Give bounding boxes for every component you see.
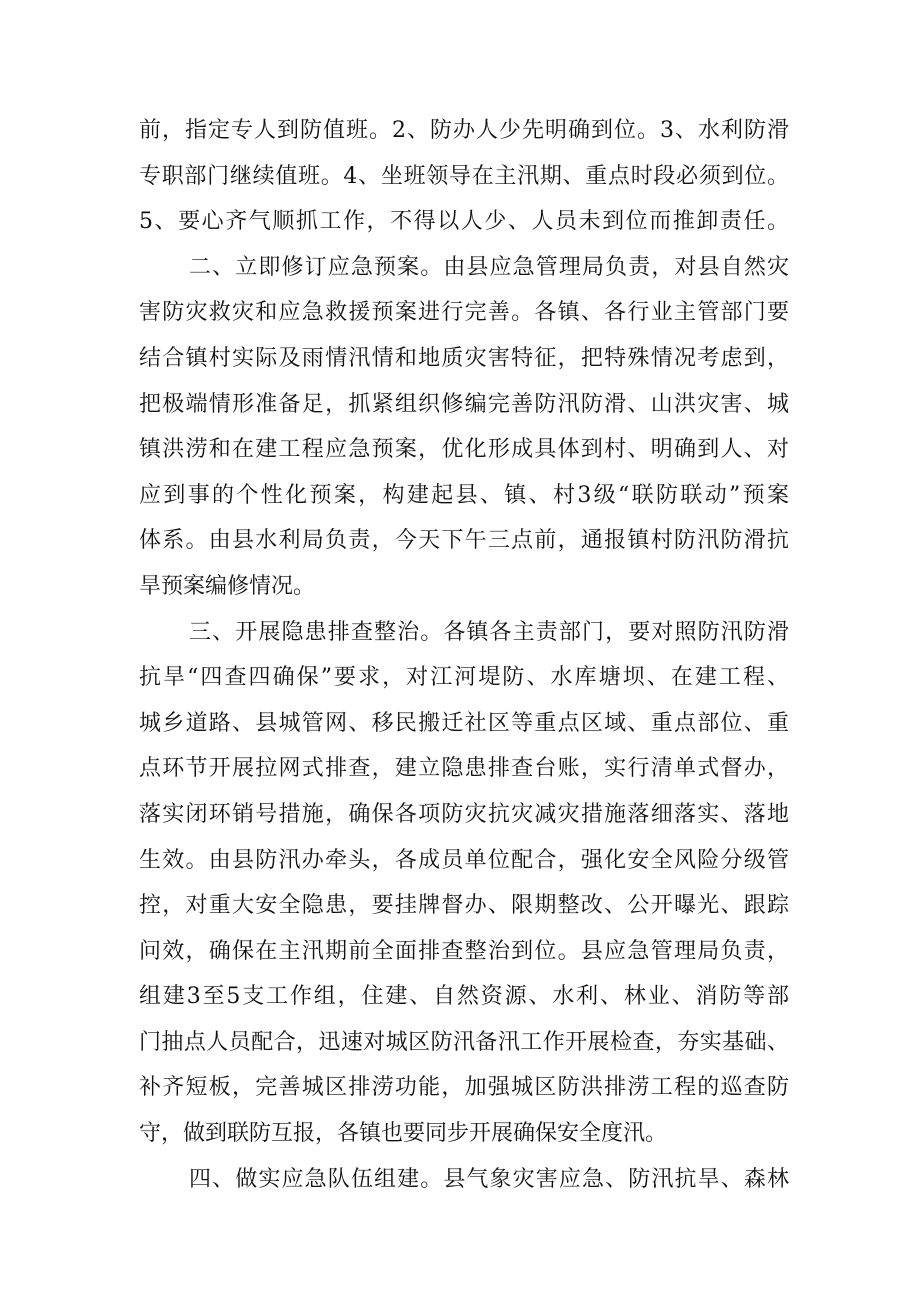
text-line: 城乡道路、县城管网、移民搬迁社区等重点区域、重点部位、重: [139, 710, 789, 736]
text-line: 守，做到联防互报，各镇也要同步开展确保安全度汛。: [139, 1121, 668, 1147]
text-line: 5、要心齐气顺抓工作，不得以人少、人员未到位而推卸责任。: [139, 209, 789, 235]
paragraph-duty-continuation: [139, 108, 789, 245]
document-body: [139, 108, 789, 1202]
text-line: 补齐短板，完善城区排涝功能，加强城区防洪排涝工程的巡查防: [139, 1075, 789, 1101]
paragraph-revise-emergency-plan: [139, 245, 789, 610]
text-line: 把极端情形准备足，抓紧组织修编完善防汛防滑、山洪灾害、城: [139, 391, 789, 417]
text-line: 四、做实应急队伍组建。县气象灾害应急、防汛抗旱、森林: [189, 1166, 789, 1192]
text-line: 生效。由县防汛办牵头，各成员单位配合，强化安全风险分级管: [139, 847, 789, 873]
paragraph-hazard-inspection: [139, 610, 789, 1157]
text-line: 门抽点人员配合，迅速对城区防汛备汛工作开展检查，夯实基础、: [139, 1029, 789, 1055]
paragraph-emergency-teams: [139, 1157, 789, 1203]
text-line: 前，指定专人到防值班。2、防办人少先明确到位。3、水利防滑: [139, 118, 789, 143]
text-line: 二、立即修订应急预案。由县应急管理局负责，对县自然灾: [189, 254, 789, 280]
text-line: 镇洪涝和在建工程应急预案，优化形成具体到村、明确到人、对: [139, 437, 789, 463]
text-line: 结合镇村实际及雨情汛情和地质灾害特征，把特殊情况考虑到，: [139, 345, 789, 371]
text-line: 体系。由县水利局负责，今天下午三点前，通报镇村防汛防滑抗: [139, 528, 789, 554]
text-line: 专职部门继续值班。4、坐班领导在主汛期、重点时段必须到位。: [139, 163, 789, 189]
text-line: 控，对重大安全隐患，要挂牌督办、限期整改、公开曝光、跟踪: [139, 893, 789, 919]
text-line: 应到事的个性化预案，构建起县、镇、村3级“联防联动”预案: [139, 482, 789, 508]
text-line: 旱预案编修情况。: [139, 573, 316, 599]
text-line: 点环节开展拉网式排查，建立隐患排查台账，实行清单式督办，: [139, 756, 789, 782]
text-line: 组建3至5支工作组，住建、自然资源、水利、林业、消防等部: [139, 984, 789, 1010]
text-line: 抗旱“四查四确保”要求，对江河堤防、水库塘坝、在建工程、: [139, 665, 789, 691]
text-line: 三、开展隐患排查整治。各镇各主责部门，要对照防汛防滑: [189, 619, 789, 645]
text-line: 害防灾救灾和应急救援预案进行完善。各镇、各行业主管部门要: [139, 300, 789, 326]
text-line: 落实闭环销号措施，确保各项防灾抗灾减灾措施落细落实、落地: [139, 801, 789, 827]
text-line: 问效，确保在主汛期前全面排查整治到位。县应急管理局负责，: [139, 938, 789, 964]
